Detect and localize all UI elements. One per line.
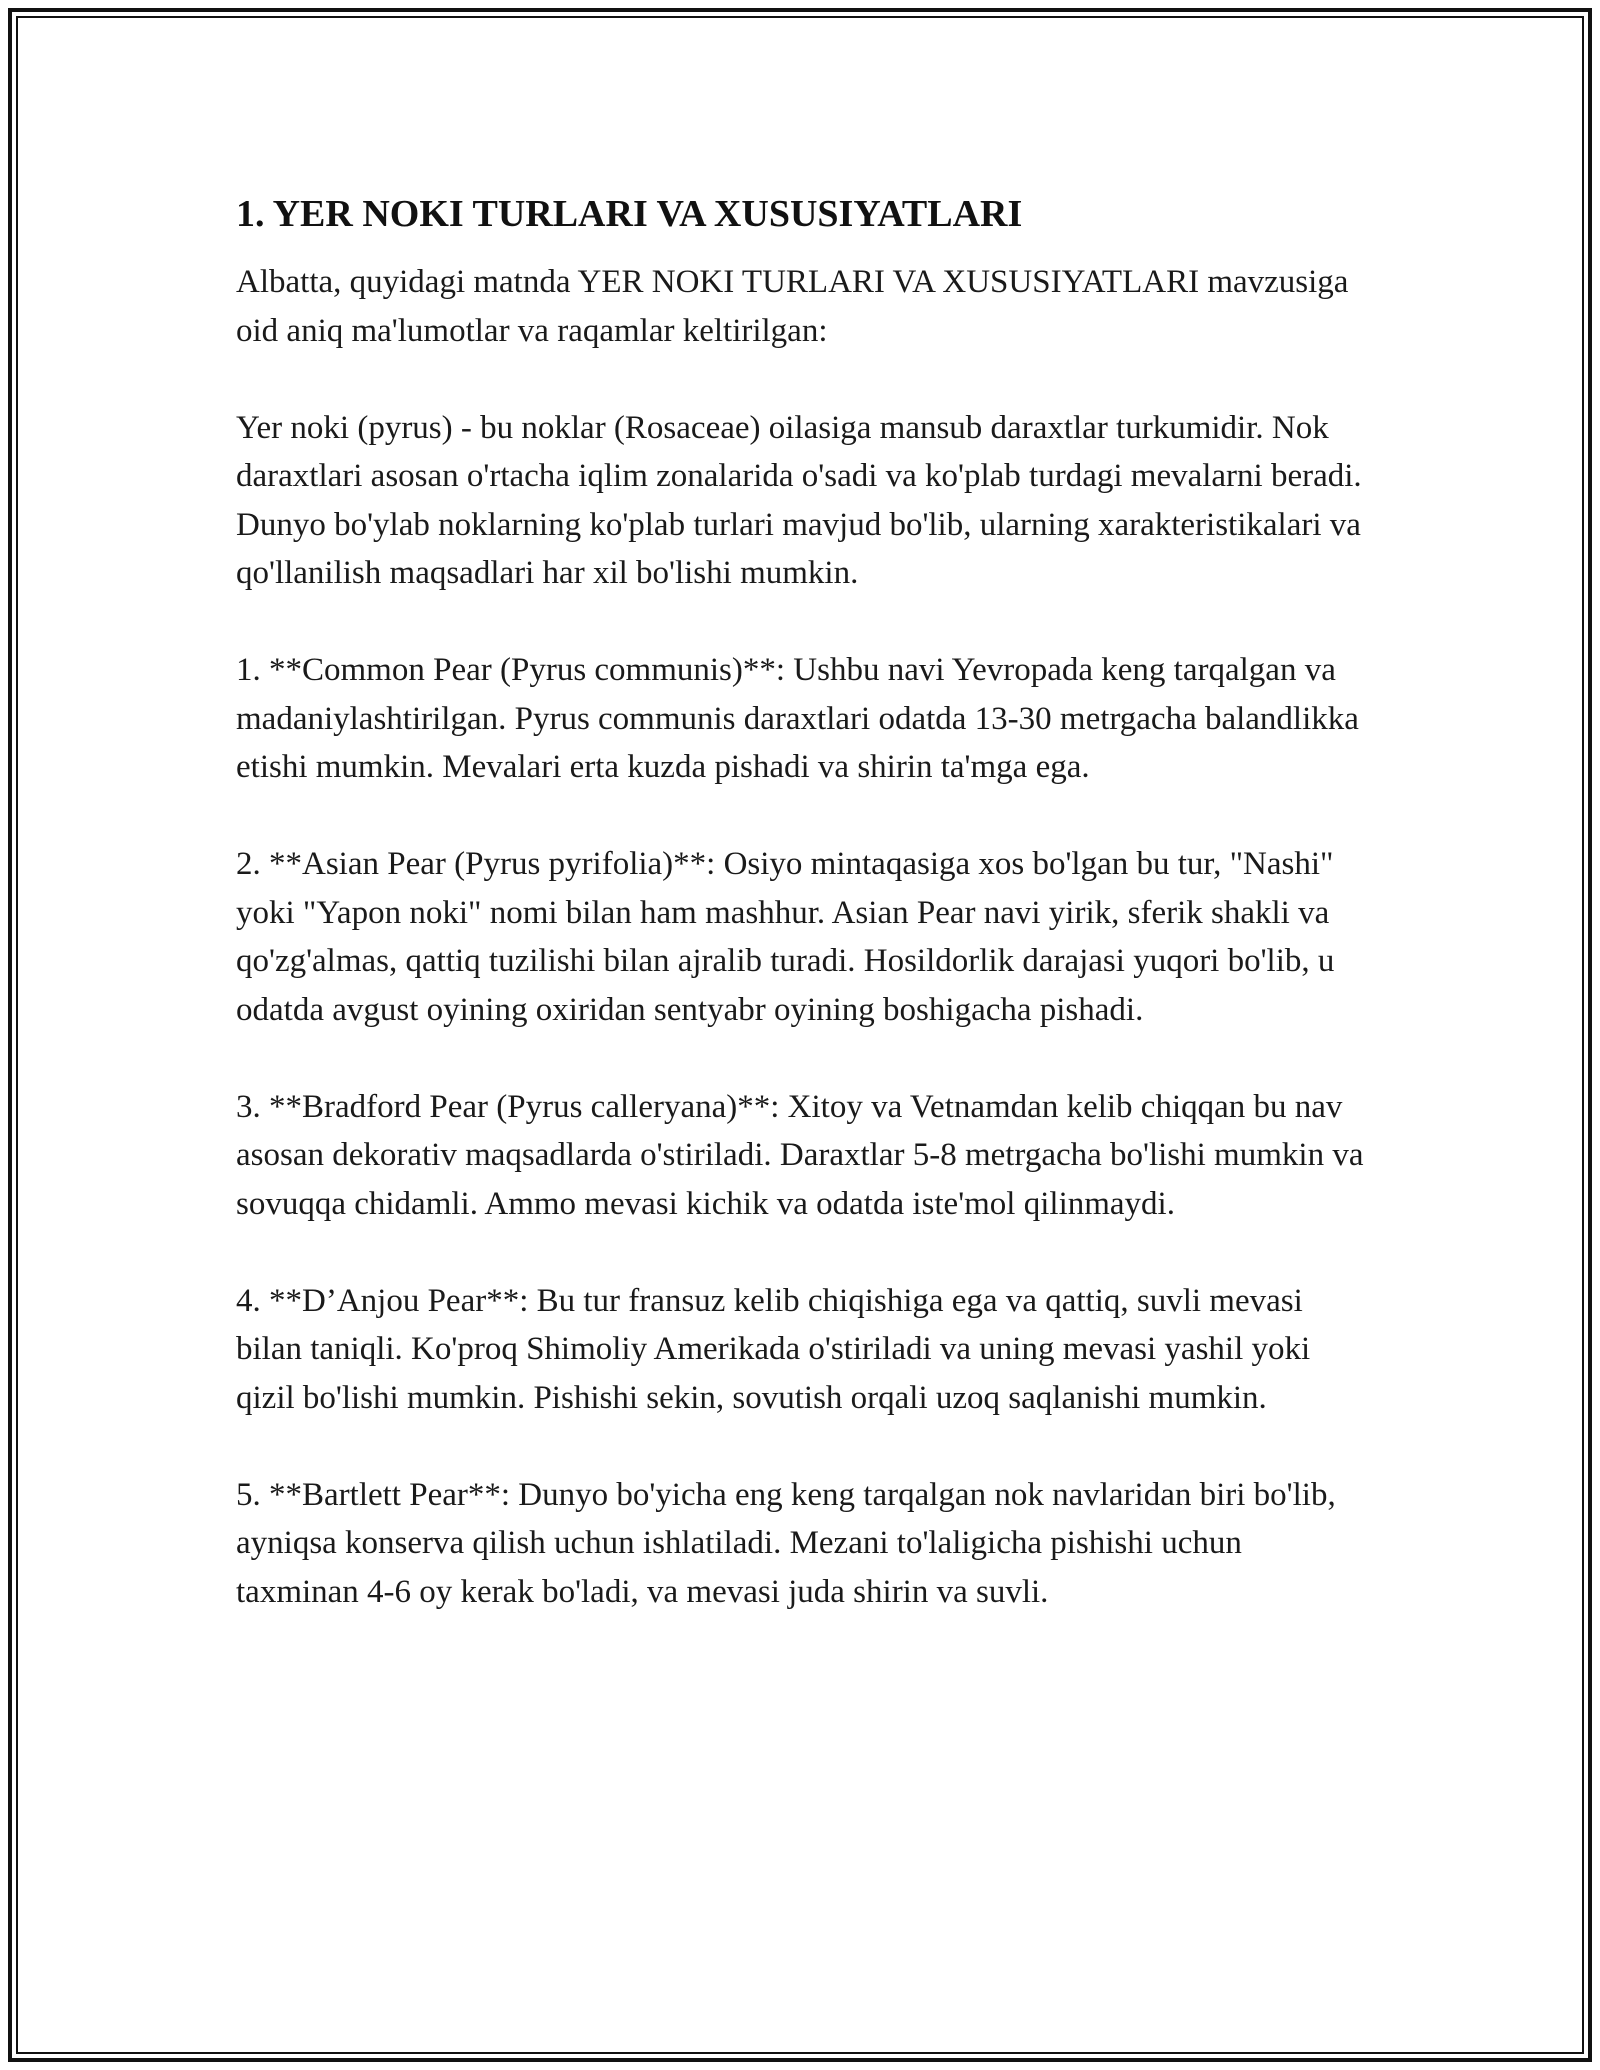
document-body — [236, 180, 1366, 1665]
section-heading: 1. YER NOKI TURLARI VA XUSUSIYATLARI — [236, 193, 1023, 235]
list-item-bradford-pear: 3. **Bradford Pear (Pyrus calleryana)**: Xitoy va Vetnamdan kelib chiqqan bu nav asosan dekorativ maqsadlarda o'stiriladi. Daraxtlar 5-8 metrgacha bo'lishi mumkin va sovuqqa chidamli. Ammo mevasi kichik va odatda iste'mol qilinmaydi. — [236, 1088, 1364, 1222]
list-item-bartlett-pear: 5. **Bartlett Pear**: Dunyo bo'yicha eng keng tarqalgan nok navlaridan biri bo'lib, ayniqsa konserva qilish uchun ishlatiladi. Mezani to'laligicha pishishi uchun taxminan 4-6 oy kerak bo'ladi, va mevasi juda shirin va suvli. — [236, 1476, 1336, 1610]
list-item-common-pear: 1. **Common Pear (Pyrus communis)**: Ushbu navi Yevropada keng tarqalgan va madaniylashtirilgan. Pyrus communis daraxtlari odatda 13-30 metrgacha balandlikka etishi mumkin. Mevalari erta kuzda pishadi va shirin ta'mga ega. — [236, 652, 1359, 785]
definition-paragraph: Yer noki (pyrus) - bu noklar (Rosaceae) oilasiga mansub daraxtlar turkumidir. Nok daraxtlari asosan o'rtacha iqlim zonalarida o'sadi va ko'plab turdagi mevalarni beradi. Dunyo bo'ylab noklarning ko'plab turlari mavjud bo'lib, ularning xarakteristikalari va qo'llanilish maqsadlari har xil bo'lishi mumkin. — [236, 409, 1362, 591]
intro-paragraph: Albatta, quyidagi matnda YER NOKI TURLARI VA XUSUSIYATLARI mavzusiga oid aniq ma'lumotlar va raqamlar keltirilgan: — [236, 264, 1349, 349]
list-item-asian-pear: 2. **Asian Pear (Pyrus pyrifolia)**: Osiyo mintaqasiga xos bo'lgan bu tur, "Nashi" yoki "Yapon noki" nomi bilan ham mashhur. Asian Pear navi yirik, sferik shakli va qo'zg'almas, qattiq tuzilishi bilan ajralib turadi. Hosildorlik darajasi yuqori bo'lib, u odatda avgust oyining oxiridan sentyabr oyining boshigacha pishadi. — [236, 846, 1335, 1028]
list-item-danjou-pear: 4. **D’Anjou Pear**: Bu tur fransuz kelib chiqishiga ega va qattiq, suvli mevasi bilan taniqli. Ko'proq Shimoliy Amerikada o'stiriladi va uning mevasi yashil yoki qizil bo'lishi mumkin. Pishishi sekin, sovutish orqali uzoq saqlanishi mumkin. — [236, 1282, 1311, 1416]
